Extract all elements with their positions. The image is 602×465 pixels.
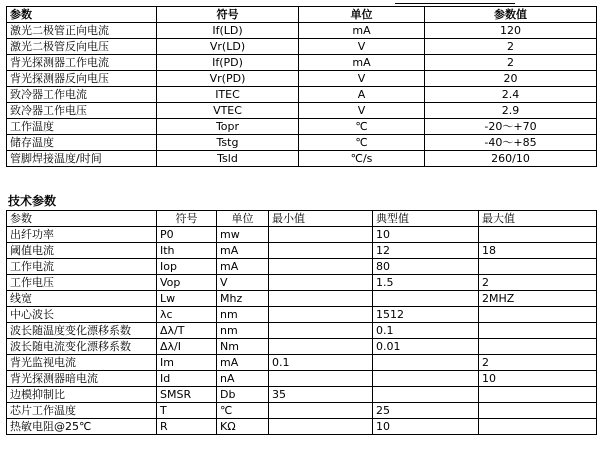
table-cell (269, 243, 373, 259)
table-cell (269, 291, 373, 307)
table-row (7, 339, 597, 355)
table-cell: ℃/s (299, 151, 425, 167)
table-row (7, 419, 597, 435)
table-cell: SMSR (157, 387, 217, 403)
table-cell: Vr(LD) (157, 39, 299, 55)
header-cell: 参数 (7, 7, 157, 23)
table-cell (479, 323, 597, 339)
table-cell: mw (217, 227, 269, 243)
header-cell: 最小值 (269, 211, 373, 227)
table-cell: 0.01 (373, 339, 479, 355)
table-cell: 10 (373, 419, 479, 435)
table-cell: 背光探测器暗电流 (7, 371, 157, 387)
technical-parameters-table (6, 210, 597, 435)
table-cell: 0.1 (373, 323, 479, 339)
table-row (7, 323, 597, 339)
table-cell: 线宽 (7, 291, 157, 307)
table-cell: Id (157, 371, 217, 387)
table-cell (269, 323, 373, 339)
table-cell: 2 (479, 275, 597, 291)
table-cell: 芯片工作温度 (7, 403, 157, 419)
table-cell: 致冷器工作电流 (7, 87, 157, 103)
table-cell: Δλ/I (157, 339, 217, 355)
table-cell: 2.9 (425, 103, 597, 119)
table-cell: T (157, 403, 217, 419)
header-cell: 符号 (157, 211, 217, 227)
table-row (7, 355, 597, 371)
table-cell: 边模抑制比 (7, 387, 157, 403)
table-cell: If(PD) (157, 55, 299, 71)
table-cell (269, 403, 373, 419)
table-cell (479, 387, 597, 403)
table-cell: 1512 (373, 307, 479, 323)
table-cell: V (299, 103, 425, 119)
table-cell: P0 (157, 227, 217, 243)
table-cell: λc (157, 307, 217, 323)
table-cell: mA (299, 55, 425, 71)
table-cell: 背光探测器反向电压 (7, 71, 157, 87)
header-cell: 参数值 (425, 7, 597, 23)
table-cell: 工作电流 (7, 259, 157, 275)
header-cell: 符号 (157, 7, 299, 23)
table-cell: 10 (479, 371, 597, 387)
table-cell (373, 291, 479, 307)
table-row (7, 307, 597, 323)
table-cell (479, 227, 597, 243)
table-cell: 2MHZ (479, 291, 597, 307)
top-rule (395, 3, 515, 4)
table-row (7, 55, 597, 71)
table-cell: 背光监视电流 (7, 355, 157, 371)
table-cell: R (157, 419, 217, 435)
table-row (7, 119, 597, 135)
table-cell: 波长随电流变化漂移系数 (7, 339, 157, 355)
table-cell: nm (217, 307, 269, 323)
table-row (7, 135, 597, 151)
table-cell: 储存温度 (7, 135, 157, 151)
table-cell: -40～+85 (425, 135, 597, 151)
table-cell (373, 355, 479, 371)
table-cell: 工作电压 (7, 275, 157, 291)
table-cell: 2 (479, 355, 597, 371)
table-cell: 18 (479, 243, 597, 259)
table-cell (479, 259, 597, 275)
table-cell (479, 307, 597, 323)
table-cell (373, 371, 479, 387)
absolute-ratings-table (6, 6, 597, 167)
table-cell: ℃ (299, 119, 425, 135)
table-cell: 1.5 (373, 275, 479, 291)
table-cell: 35 (269, 387, 373, 403)
table-cell: 阈值电流 (7, 243, 157, 259)
table-cell: 2.4 (425, 87, 597, 103)
table-row (7, 259, 597, 275)
table-cell: Topr (157, 119, 299, 135)
table-cell: ITEC (157, 87, 299, 103)
table-cell: 260/10 (425, 151, 597, 167)
table-row (7, 227, 597, 243)
table-cell (269, 371, 373, 387)
table-cell: ℃ (217, 403, 269, 419)
table-cell: 波长随温度变化漂移系数 (7, 323, 157, 339)
table-cell: 出纤功率 (7, 227, 157, 243)
table-cell: Iop (157, 259, 217, 275)
table-cell: mA (217, 243, 269, 259)
table-cell: nA (217, 371, 269, 387)
table-cell: Lw (157, 291, 217, 307)
table-cell: 2 (425, 55, 597, 71)
table-cell: mA (299, 23, 425, 39)
table-row (7, 151, 597, 167)
table-cell: mA (217, 259, 269, 275)
table-row (7, 87, 597, 103)
table-cell: -20～+70 (425, 119, 597, 135)
header-cell: 参数 (7, 211, 157, 227)
table-cell: 致冷器工作电压 (7, 103, 157, 119)
table-cell: 激光二极管反向电压 (7, 39, 157, 55)
table-cell: 工作温度 (7, 119, 157, 135)
header-cell: 单位 (217, 211, 269, 227)
table-cell: mA (217, 355, 269, 371)
section-title: 技术参数 (8, 194, 57, 208)
table-cell: Mhz (217, 291, 269, 307)
table-cell: 背光探测器工作电流 (7, 55, 157, 71)
header-cell: 单位 (299, 7, 425, 23)
table-row (7, 103, 597, 119)
table-row (7, 243, 597, 259)
table-cell (479, 339, 597, 355)
table-row (7, 71, 597, 87)
table-cell: Vr(PD) (157, 71, 299, 87)
table-row (7, 371, 597, 387)
table-cell: KΩ (217, 419, 269, 435)
table-cell: Vop (157, 275, 217, 291)
table-cell: A (299, 87, 425, 103)
table-cell: V (299, 39, 425, 55)
table-row (7, 403, 597, 419)
table-cell: 20 (425, 71, 597, 87)
table-cell (269, 307, 373, 323)
table-cell: 120 (425, 23, 597, 39)
table-cell (269, 275, 373, 291)
header-cell: 典型值 (373, 211, 479, 227)
header-cell: 最大值 (479, 211, 597, 227)
table-header-row (7, 211, 597, 227)
table-row (7, 275, 597, 291)
table-cell: VTEC (157, 103, 299, 119)
table-cell: If(LD) (157, 23, 299, 39)
table-cell (479, 403, 597, 419)
table-cell: 2 (425, 39, 597, 55)
table-cell: 80 (373, 259, 479, 275)
table-cell: 激光二极管正向电流 (7, 23, 157, 39)
table-cell: ℃ (299, 135, 425, 151)
table-row (7, 23, 597, 39)
table-cell: 中心波长 (7, 307, 157, 323)
table-cell (269, 419, 373, 435)
table-cell: 12 (373, 243, 479, 259)
table-cell (269, 339, 373, 355)
table-cell (269, 259, 373, 275)
table-cell: Im (157, 355, 217, 371)
table-cell: 热敏电阻@25℃ (7, 419, 157, 435)
table-cell: Δλ/T (157, 323, 217, 339)
table-cell: V (299, 71, 425, 87)
table-cell: nm (217, 323, 269, 339)
table-cell: Tstg (157, 135, 299, 151)
table-cell: Ith (157, 243, 217, 259)
table-cell (269, 227, 373, 243)
table-cell: 25 (373, 403, 479, 419)
table-cell (479, 419, 597, 435)
table-row (7, 39, 597, 55)
table-cell: 管脚焊接温度/时间 (7, 151, 157, 167)
table-row (7, 291, 597, 307)
table-header-row (7, 7, 597, 23)
table-cell (373, 387, 479, 403)
table-cell: Nm (217, 339, 269, 355)
table-cell: 10 (373, 227, 479, 243)
table-cell: Db (217, 387, 269, 403)
table-cell: V (217, 275, 269, 291)
table-row (7, 387, 597, 403)
table-cell: 0.1 (269, 355, 373, 371)
table-cell: Tsld (157, 151, 299, 167)
